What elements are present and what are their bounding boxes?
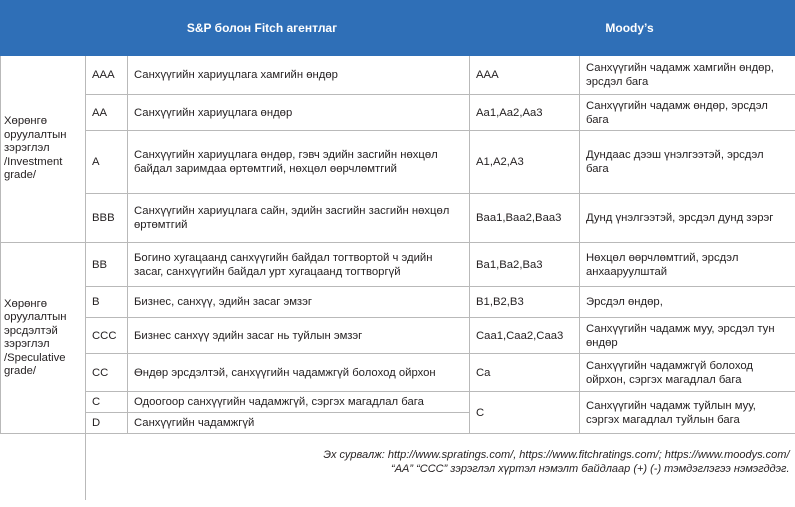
sp-description: Өндөр эрсдэлтэй, санхүүгийн чадамжгүй болоход ойрхон	[128, 354, 470, 392]
moody-rating: Ca	[470, 354, 580, 392]
sp-description: Бизнес санхүү эдийн засаг нь туйлын эмзэг	[128, 318, 470, 354]
table-row	[1, 318, 795, 354]
moody-rating: AAA	[470, 56, 580, 95]
moody-description: Санхүүгийн чадамж өндөр, эрсдэл бага	[580, 95, 795, 131]
sp-description: Санхүүгийн чадамжгүй	[128, 413, 470, 434]
moody-rating: Caa1,Caa2,Caa3	[470, 318, 580, 354]
table-row	[1, 131, 795, 194]
moody-rating: Baa1,Baa2,Baa3	[470, 194, 580, 243]
group-speculative-grade: Хөрөнгө оруулалтын эрсдэлтэй зэрэглэл /Speculative grade/	[1, 243, 86, 434]
group-investment-grade: Хөрөнгө оруулалтын зэрэглэл /Investment grade/	[1, 56, 86, 243]
moody-rating: Ba1,Ba2,Ba3	[470, 243, 580, 287]
header-sp-fitch: S&P болон Fitch агентлаг	[1, 1, 470, 56]
moody-description: Дундаас дээш үнэлгээтэй, эрсдэл бага	[580, 131, 795, 194]
footer-row	[1, 434, 795, 500]
moody-description: Эрсдэл өндөр,	[580, 287, 795, 318]
sp-rating: B	[86, 287, 128, 318]
moody-rating: B1,B2,B3	[470, 287, 580, 318]
moody-description: Нөхцөл өөрчлөмтгий, эрсдэл анхааруулштай	[580, 243, 795, 287]
moody-description: Дунд үнэлгээтэй, эрсдэл дунд зэрэг	[580, 194, 795, 243]
sp-rating: BB	[86, 243, 128, 287]
sp-rating: AAA	[86, 56, 128, 95]
source-note	[86, 434, 795, 500]
source-text: Эх сурвалж: http://www.spratings.com/, https://www.fitchratings.com/; https://www.moodys.com/	[323, 449, 790, 461]
moody-description: Санхүүгийн чадамж туйлын муу, сэргэх магадлал туйлын бага	[580, 392, 795, 434]
table-row	[1, 194, 795, 243]
header-moodys: Moody’s	[470, 1, 795, 56]
moody-rating: C	[470, 392, 580, 434]
table-row	[1, 95, 795, 131]
sp-description: Санхүүгийн хариуцлага хамгийн өндөр	[128, 56, 470, 95]
sp-description: Одоогоор санхүүгийн чадамжгүй, сэргэх магадлал бага	[128, 392, 470, 413]
sp-description: Санхүүгийн хариуцлага өндөр	[128, 95, 470, 131]
sp-rating: CC	[86, 354, 128, 392]
moody-description: Санхүүгийн чадамжгүй болоход ойрхон, сэргэх магадлал бага	[580, 354, 795, 392]
sp-rating: A	[86, 131, 128, 194]
sp-rating: C	[86, 392, 128, 413]
table-row	[1, 354, 795, 392]
sp-rating: AA	[86, 95, 128, 131]
table-header-row	[1, 1, 795, 56]
sp-rating: CCC	[86, 318, 128, 354]
table-row	[1, 287, 795, 318]
moody-description: Санхүүгийн чадамж муу, эрсдэл тун өндөр	[580, 318, 795, 354]
footnote-text: “AA” “CCC” зэрэглэл хүртэл нэмэлт байдлаар (+) (-) тэмдэглэгээ нэмэгддэг.	[391, 463, 790, 475]
moody-rating: Aa1,Aa2,Aa3	[470, 95, 580, 131]
moody-description: Санхүүгийн чадамж хамгийн өндөр, эрсдэл бага	[580, 56, 795, 95]
sp-description: Богино хугацаанд санхүүгийн байдал тогтвортой ч эдийн засаг, санхүүгийн байдал урт хугацаанд тогтворгүй	[128, 243, 470, 287]
sp-description: Санхүүгийн хариуцлага сайн, эдийн засгийн засгийн нөхцөл өртөмтгий	[128, 194, 470, 243]
sp-rating: D	[86, 413, 128, 434]
footer-spacer	[1, 434, 86, 500]
table-row	[1, 243, 795, 287]
table-row	[1, 392, 795, 413]
table-row	[1, 56, 795, 95]
moody-rating: A1,A2,A3	[470, 131, 580, 194]
sp-rating: BBB	[86, 194, 128, 243]
sp-description: Санхүүгийн хариуцлага өндөр, гэвч эдийн засгийн нөхцөл байдал заримдаа өртөмтгий, нөхцөл өөрчлөмтгий	[128, 131, 470, 194]
sp-description: Бизнес, санхүү, эдийн засаг эмзэг	[128, 287, 470, 318]
